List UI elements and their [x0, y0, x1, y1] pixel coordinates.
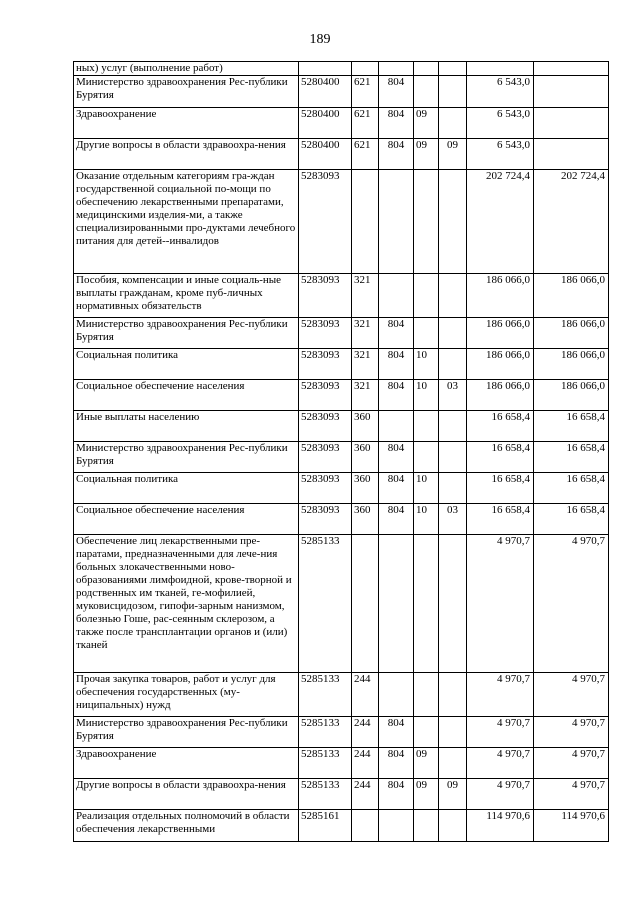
cell-name: Пособия, компенсации и иные социаль-ные выплаты гражданам, кроме пуб-личных нормативных обязательств [74, 274, 299, 318]
cell-name: Оказание отдельным категориям гра-ждан государственной социальной по-мощи по обеспечению лекарственными препаратами, медицинскими изделия-ми, а также специализированными про-дуктами лечебного питания для детей--инвалидов [74, 170, 299, 274]
cell-name: Министерство здравоохранения Рес-публики Бурятия [74, 318, 299, 349]
cell-sum-1: 186 066,0 [467, 349, 534, 380]
cell-target-code: 5285133 [299, 717, 352, 748]
cell-name: Реализация отдельных полномочий в области обеспечения лекарственными [74, 810, 299, 842]
cell-section [414, 810, 439, 842]
cell-name: ных) услуг (выполнение работ) [74, 62, 299, 76]
cell-target-code: 5283093 [299, 318, 352, 349]
cell-name: Здравоохранение [74, 108, 299, 139]
cell-subsection [439, 349, 467, 380]
cell-target-code: 5285133 [299, 779, 352, 810]
cell-sum-1 [467, 62, 534, 76]
cell-target-code: 5285133 [299, 748, 352, 779]
cell-expense-type: 321 [352, 318, 379, 349]
table-row [74, 779, 609, 810]
page-number: 189 [309, 32, 331, 47]
cell-department: 804 [379, 318, 414, 349]
cell-sum-2: 16 658,4 [534, 411, 609, 442]
cell-section: 10 [414, 473, 439, 504]
cell-target-code: 5283093 [299, 274, 352, 318]
cell-name: Социальная политика [74, 349, 299, 380]
table-row [74, 442, 609, 473]
cell-sum-1: 4 970,7 [467, 748, 534, 779]
cell-sum-2: 186 066,0 [534, 274, 609, 318]
cell-name: Министерство здравоохранения Рес-публики Бурятия [74, 717, 299, 748]
cell-target-code: 5283093 [299, 442, 352, 473]
budget-table [73, 61, 609, 842]
cell-target-code: 5283093 [299, 170, 352, 274]
cell-section: 10 [414, 504, 439, 535]
cell-subsection [439, 442, 467, 473]
cell-subsection [439, 748, 467, 779]
cell-section [414, 62, 439, 76]
cell-expense-type: 321 [352, 349, 379, 380]
cell-department [379, 535, 414, 673]
cell-expense-type: 360 [352, 442, 379, 473]
cell-sum-2: 114 970,6 [534, 810, 609, 842]
cell-sum-1: 4 970,7 [467, 717, 534, 748]
cell-section [414, 717, 439, 748]
cell-section [414, 170, 439, 274]
cell-subsection: 09 [439, 139, 467, 170]
cell-section [414, 442, 439, 473]
cell-department [379, 274, 414, 318]
cell-target-code [299, 62, 352, 76]
cell-name: Обеспечение лиц лекарственными пре-паратами, предназначенными для лече-ния больных злокачественными ново-образованиями лимфоидной, крове-творной и родственных им тканей, ге-мофилией, муковисцидозом, гипофи-зарным нанизмом, болезнью Гоше, рас-сеянным склерозом, а также после трансплантации органов и (или) тканей [74, 535, 299, 673]
cell-sum-1: 186 066,0 [467, 318, 534, 349]
cell-sum-1: 16 658,4 [467, 473, 534, 504]
table-row [74, 748, 609, 779]
cell-sum-2 [534, 139, 609, 170]
cell-sum-1: 16 658,4 [467, 504, 534, 535]
cell-sum-2: 186 066,0 [534, 380, 609, 411]
cell-department [379, 62, 414, 76]
table-row [74, 535, 609, 673]
cell-target-code: 5285133 [299, 535, 352, 673]
cell-sum-1: 186 066,0 [467, 274, 534, 318]
cell-sum-1: 6 543,0 [467, 139, 534, 170]
cell-target-code: 5280400 [299, 139, 352, 170]
cell-sum-2: 186 066,0 [534, 318, 609, 349]
cell-name: Министерство здравоохранения Рес-публики Бурятия [74, 442, 299, 473]
cell-sum-2: 4 970,7 [534, 717, 609, 748]
cell-sum-1: 186 066,0 [467, 380, 534, 411]
cell-name: Другие вопросы в области здравоохра-нения [74, 139, 299, 170]
cell-name: Здравоохранение [74, 748, 299, 779]
table-row [74, 380, 609, 411]
cell-section: 09 [414, 139, 439, 170]
cell-sum-1: 4 970,7 [467, 779, 534, 810]
cell-department [379, 170, 414, 274]
cell-section [414, 535, 439, 673]
table-row [74, 76, 609, 108]
cell-section [414, 318, 439, 349]
cell-target-code: 5283093 [299, 411, 352, 442]
table-row [74, 673, 609, 717]
cell-section [414, 76, 439, 108]
cell-department: 804 [379, 748, 414, 779]
table-row [74, 108, 609, 139]
cell-sum-1: 6 543,0 [467, 76, 534, 108]
cell-subsection [439, 318, 467, 349]
cell-sum-2: 16 658,4 [534, 504, 609, 535]
cell-expense-type: 621 [352, 76, 379, 108]
cell-subsection [439, 108, 467, 139]
cell-target-code: 5285161 [299, 810, 352, 842]
cell-department [379, 673, 414, 717]
cell-section [414, 274, 439, 318]
cell-sum-2: 4 970,7 [534, 673, 609, 717]
cell-expense-type [352, 170, 379, 274]
cell-sum-2: 4 970,7 [534, 535, 609, 673]
cell-sum-1: 16 658,4 [467, 442, 534, 473]
cell-target-code: 5280400 [299, 76, 352, 108]
cell-sum-2: 4 970,7 [534, 748, 609, 779]
cell-subsection [439, 62, 467, 76]
cell-sum-2: 202 724,4 [534, 170, 609, 274]
cell-sum-1: 202 724,4 [467, 170, 534, 274]
cell-subsection [439, 411, 467, 442]
cell-expense-type: 321 [352, 274, 379, 318]
cell-sum-1: 114 970,6 [467, 810, 534, 842]
table-row [74, 717, 609, 748]
cell-target-code: 5283093 [299, 349, 352, 380]
cell-subsection: 03 [439, 380, 467, 411]
cell-expense-type [352, 535, 379, 673]
cell-subsection [439, 673, 467, 717]
cell-sum-1: 6 543,0 [467, 108, 534, 139]
cell-department: 804 [379, 717, 414, 748]
cell-expense-type: 244 [352, 748, 379, 779]
cell-sum-1: 4 970,7 [467, 673, 534, 717]
cell-department: 804 [379, 76, 414, 108]
cell-name: Министерство здравоохранения Рес-публики Бурятия [74, 76, 299, 108]
cell-expense-type: 244 [352, 717, 379, 748]
cell-name: Иные выплаты населению [74, 411, 299, 442]
cell-target-code: 5285133 [299, 673, 352, 717]
cell-department [379, 411, 414, 442]
cell-expense-type: 360 [352, 411, 379, 442]
table-row [74, 170, 609, 274]
cell-name: Прочая закупка товаров, работ и услуг для обеспечения государственных (му-ниципальных) нужд [74, 673, 299, 717]
table-row [74, 274, 609, 318]
cell-expense-type [352, 810, 379, 842]
cell-expense-type: 244 [352, 779, 379, 810]
cell-section [414, 411, 439, 442]
cell-subsection [439, 170, 467, 274]
cell-sum-2 [534, 108, 609, 139]
cell-section: 09 [414, 748, 439, 779]
cell-subsection: 09 [439, 779, 467, 810]
cell-name: Другие вопросы в области здравоохра-нения [74, 779, 299, 810]
cell-name: Социальное обеспечение населения [74, 504, 299, 535]
cell-department: 804 [379, 442, 414, 473]
cell-sum-2: 16 658,4 [534, 473, 609, 504]
cell-expense-type: 360 [352, 473, 379, 504]
cell-sum-2: 186 066,0 [534, 349, 609, 380]
cell-sum-1: 4 970,7 [467, 535, 534, 673]
cell-subsection [439, 76, 467, 108]
cell-name: Социальное обеспечение населения [74, 380, 299, 411]
cell-expense-type: 321 [352, 380, 379, 411]
cell-subsection [439, 535, 467, 673]
table-row [74, 810, 609, 842]
cell-expense-type [352, 62, 379, 76]
table-row [74, 139, 609, 170]
cell-subsection [439, 810, 467, 842]
table-row [74, 349, 609, 380]
cell-target-code: 5283093 [299, 504, 352, 535]
cell-sum-2: 4 970,7 [534, 779, 609, 810]
cell-department: 804 [379, 139, 414, 170]
cell-department: 804 [379, 380, 414, 411]
table-row [74, 473, 609, 504]
table-row [74, 411, 609, 442]
cell-target-code: 5283093 [299, 473, 352, 504]
cell-subsection [439, 274, 467, 318]
cell-sum-2: 16 658,4 [534, 442, 609, 473]
table-row [74, 504, 609, 535]
cell-department: 804 [379, 473, 414, 504]
cell-section: 10 [414, 349, 439, 380]
cell-sum-1: 16 658,4 [467, 411, 534, 442]
cell-department [379, 810, 414, 842]
cell-target-code: 5280400 [299, 108, 352, 139]
cell-subsection: 03 [439, 504, 467, 535]
table-row [74, 62, 609, 76]
cell-name: Социальная политика [74, 473, 299, 504]
cell-section: 09 [414, 108, 439, 139]
cell-department: 804 [379, 349, 414, 380]
cell-expense-type: 244 [352, 673, 379, 717]
cell-department: 804 [379, 504, 414, 535]
cell-department: 804 [379, 108, 414, 139]
cell-expense-type: 621 [352, 108, 379, 139]
cell-sum-2 [534, 76, 609, 108]
cell-expense-type: 360 [352, 504, 379, 535]
cell-expense-type: 621 [352, 139, 379, 170]
cell-section: 10 [414, 380, 439, 411]
cell-subsection [439, 717, 467, 748]
cell-section [414, 673, 439, 717]
cell-section: 09 [414, 779, 439, 810]
cell-subsection [439, 473, 467, 504]
cell-target-code: 5283093 [299, 380, 352, 411]
table-row [74, 318, 609, 349]
cell-sum-2 [534, 62, 609, 76]
cell-department: 804 [379, 779, 414, 810]
